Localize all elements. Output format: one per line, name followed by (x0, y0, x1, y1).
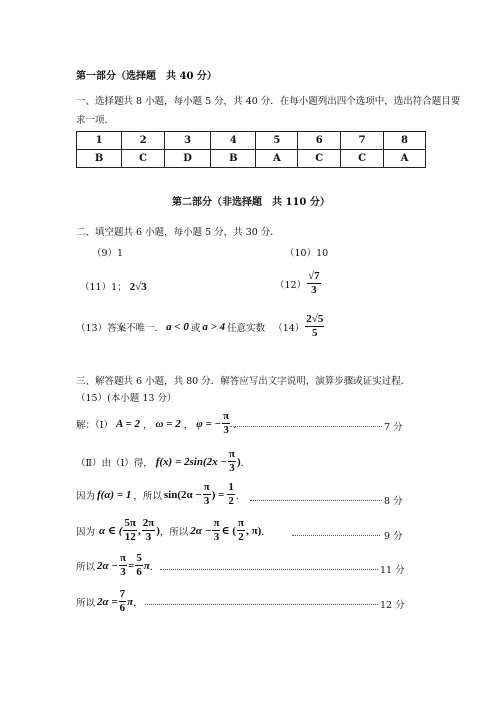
q14-label: （14） (273, 322, 305, 334)
fraction-denominator: 3 (120, 566, 126, 578)
q14-fraction (305, 314, 324, 339)
q13-condition-b: a > 4 (202, 320, 226, 333)
q12-fraction (307, 271, 321, 296)
table-cell: 1 (77, 132, 122, 150)
fraction-denominator: 3 (203, 495, 210, 507)
fraction-numerator: 7 (119, 588, 126, 600)
fraction-numerator: π (213, 517, 220, 529)
line2-prefix: （Ⅱ）由（Ⅰ）得， (76, 457, 153, 469)
q13-tail: 任意实数 (227, 322, 266, 334)
leader-dots (292, 535, 380, 536)
fraction-numerator: π (120, 552, 127, 564)
line3-expression: f(α) = 1 (97, 488, 132, 501)
fraction-numerator: 1 (228, 481, 234, 493)
table-cell: C (122, 150, 165, 168)
fraction-denominator: 2 (238, 531, 244, 543)
table-cell: 7 (341, 132, 384, 150)
table-cell: C (341, 150, 384, 168)
fraction-denominator: 3 (229, 462, 235, 474)
table-cell: 3 (165, 132, 211, 150)
line4-alpha: α ∈ ( (99, 525, 123, 537)
line3-fraction (203, 482, 211, 507)
part1-intro-line1: 一、选择题共 8 小题，每小题 5 分，共 40 分．在每小题列出四个选项中，选出符合题目要 (76, 96, 461, 107)
line4-fraction-4 (237, 518, 245, 543)
line6-expression: 2α = (97, 595, 118, 608)
leader-dots (160, 569, 378, 570)
fraction-denominator: 3 (145, 531, 152, 543)
line3-equals: ) = (211, 488, 225, 501)
table-cell: B (77, 150, 122, 168)
score-line-6: 12 分 (380, 600, 405, 611)
line6-prefix: 所以 (76, 597, 96, 609)
line1-omega: ω = 2 (155, 417, 181, 430)
line6-fraction (119, 589, 127, 614)
line4-prefix: 因为 (76, 526, 96, 538)
leader-dots (145, 604, 378, 605)
table-cell: 4 (211, 132, 256, 150)
table-cell: B (211, 150, 256, 168)
answer-q11 (80, 279, 147, 293)
table-cell: D (165, 150, 211, 168)
fraction-denominator: 12 (124, 531, 136, 543)
leader-dots (230, 426, 382, 427)
line4-mid: ，所以 (159, 526, 189, 538)
table-cell: 5 (256, 132, 298, 150)
line5-fraction-2 (135, 553, 143, 578)
answer-table (76, 131, 426, 168)
fraction-denominator: 6 (119, 602, 126, 614)
line3-result-fraction (227, 482, 235, 507)
leader-dots (250, 500, 382, 501)
score-line-3: 8 分 (384, 496, 403, 507)
fraction-numerator: π (203, 481, 210, 493)
fraction-denominator: 6 (136, 566, 142, 578)
table-cell: A (384, 150, 426, 168)
line2-close: ) (237, 455, 241, 468)
solution-line-1: 解：（Ⅰ） A = 2 ， ω = 2 ， φ = − $\frac{\pi}{3}$ ． (76, 410, 243, 436)
line4-fraction-3 (212, 518, 220, 543)
fraction-numerator: 5 (136, 552, 142, 564)
fraction-numerator: π (238, 517, 245, 529)
line5-fraction-1 (119, 553, 127, 578)
answer-table-answer-row (77, 150, 426, 168)
fraction-numerator: 5π (124, 517, 136, 529)
answer-q13-q14 (76, 314, 325, 339)
line4-expression: 2α − (190, 524, 212, 537)
line4-fraction-2 (142, 518, 156, 543)
q13-condition-a: a < 0 (166, 320, 189, 333)
line4-in: ∈ ( (221, 525, 237, 537)
line1-phi-fraction (222, 411, 230, 436)
table-cell: 2 (122, 132, 165, 150)
line2-expression: f(x) = 2sin(2x − (155, 455, 228, 468)
q15-title: （15）(本小题 13 分） (76, 393, 177, 404)
fraction-denominator: 2 (228, 495, 234, 507)
line4-end: , π) (246, 524, 262, 537)
line1-prefix: 解：（Ⅰ） (76, 419, 114, 431)
line3-sin: sin(2α − (163, 488, 202, 501)
part2-title: 第二部分（非选择题 共 110 分） (172, 197, 330, 208)
table-cell: C (298, 150, 341, 168)
line5-pi: π (143, 559, 150, 572)
answer-q10: （10）10 (285, 248, 329, 259)
line1-phi: φ = − (196, 417, 222, 430)
table-cell: 6 (298, 132, 341, 150)
fill-intro: 二、填空题共 6 小题，每小题 5 分，共 30 分． (76, 227, 280, 238)
score-line-4: 9 分 (384, 531, 403, 542)
q13-label: （13）答案不唯一． (76, 322, 165, 334)
table-cell: A (256, 150, 298, 168)
q12-denominator: 3 (311, 284, 317, 296)
fraction-numerator: 2π (142, 517, 155, 529)
solution-line-5: 所以 2α − $\frac{\pi}{3}$ = $\frac{5}{6}$ π ． (76, 552, 160, 578)
answer-q12 (275, 271, 322, 296)
q12-label: （12） (275, 279, 307, 291)
line6-pi: π (127, 595, 134, 608)
part3-intro: 三、解答题共 6 小题，共 80 分．解答应写出文字说明，演算步骤或证实过程． (76, 376, 411, 387)
fraction-numerator: π (223, 410, 230, 422)
line5-equals: = (128, 559, 135, 572)
score-line-1: 7 分 (384, 422, 403, 433)
q12-numerator: √7 (308, 270, 320, 282)
q14-denominator: 5 (312, 327, 318, 339)
q11-label: （11）1； (80, 282, 127, 293)
line5-expression: 2α − (97, 559, 119, 572)
line1-A: A = 2 (116, 417, 141, 430)
score-line-5: 11 分 (380, 565, 405, 576)
fraction-denominator: 3 (213, 531, 220, 543)
solution-line-6: 所以 2α = $\frac{7}{6}$ π ． (76, 588, 143, 614)
solution-line-3: 因为 f(α) = 1 ，所以 sin(2α − $\frac{\pi}{3}$ ) = $\frac{1}{2}$ ． (76, 481, 246, 507)
answer-table-number-row (77, 132, 426, 150)
part1-title: 第一部分（选择题 共 40 分） (76, 71, 217, 82)
fraction-denominator: 3 (223, 424, 229, 436)
line5-prefix: 所以 (76, 561, 96, 573)
line4-fraction-1 (123, 518, 137, 543)
answer-q9: （9）1 (92, 248, 124, 259)
line3-mid: ，所以 (133, 490, 162, 502)
line2-fraction (228, 449, 236, 474)
part1-intro-line2: 求一项． (76, 115, 115, 126)
q13-or: 或 (190, 322, 201, 334)
table-cell: 8 (384, 132, 426, 150)
q11-value: 2√3 (129, 281, 147, 293)
solution-line-2: （Ⅱ）由（Ⅰ）得， f(x) = 2sin(2x − $\frac{\pi}{3}$ ) ． (76, 448, 251, 474)
solution-line-4: 因为 α ∈ ( $\frac{5\pi}{12}$ , $\frac{2\pi}{3}$ ) ，所以 2α − $\frac{\pi}{3}$ ∈ ( $\frac{\pi}{2}$ , π) ． (76, 517, 271, 543)
q14-numerator: 2√5 (306, 313, 324, 325)
fraction-numerator: π (229, 448, 236, 460)
line3-prefix: 因为 (76, 490, 96, 502)
